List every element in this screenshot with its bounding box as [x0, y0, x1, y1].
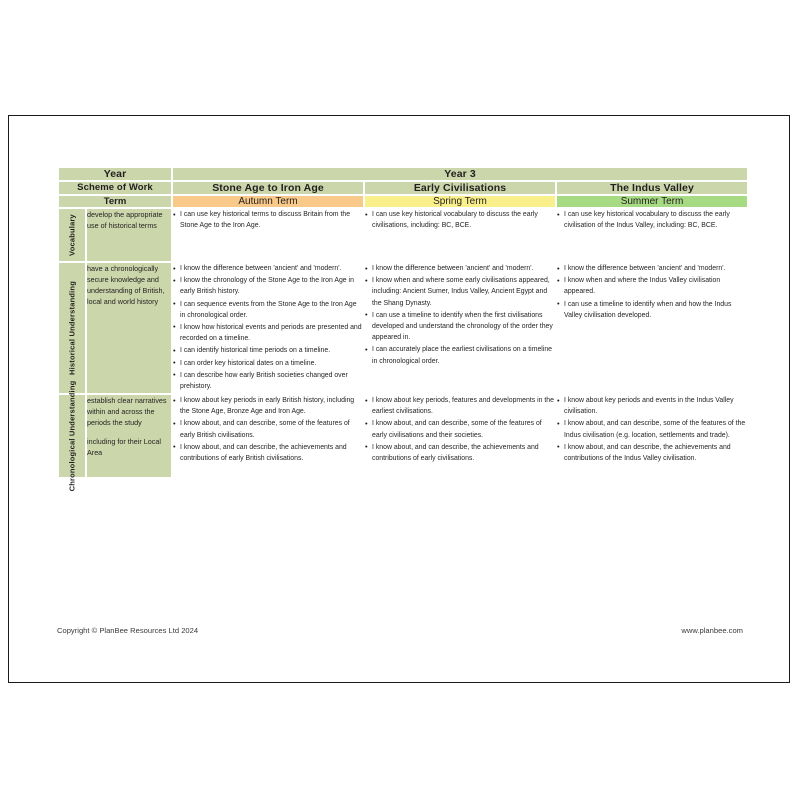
table-row-vocabulary: [59, 209, 747, 261]
objectives-list: [365, 395, 555, 464]
objectives-list: [173, 209, 363, 231]
objectives-cell-chronological-autumn: [173, 395, 363, 477]
table-row-term: [59, 196, 747, 207]
strand-rotated-label-chronological-understanding: [59, 380, 85, 492]
strand-rotated-label-vocabulary: [59, 209, 85, 261]
header-term-label: Term: [59, 196, 171, 207]
objectives-list: [557, 395, 747, 464]
strand-rotated-label-historical-understanding: [59, 263, 85, 393]
unit-title-summer: The Indus Valley: [557, 182, 747, 194]
objective-item: • I know when and where some early civilisations appeared, including: Ancient Sumer, Indus Valley, Ancient Egypt and the Shang Dynasty.: [365, 275, 555, 309]
strand-description-line: including for their Local Area: [87, 436, 161, 457]
objectives-cell-vocabulary-spring: [365, 209, 555, 261]
objective-item: • I can describe how early British societies changed over prehistory.: [173, 370, 363, 392]
objective-item: • I know about, and can describe, the achievements and contributions of the Indus Valley civilisation.: [557, 442, 747, 464]
objective-item: • I know about, and can describe, some of the features of early British civilisations.: [173, 418, 363, 440]
table-row-historical-understanding: [59, 263, 747, 393]
table-row-scheme-of-work: [59, 182, 747, 194]
header-year-label: Year: [59, 168, 171, 180]
table-row-year: [59, 168, 747, 180]
objective-item: • I know about, and can describe, some of the features of early civilisations and their societies.: [365, 418, 555, 440]
curriculum-table: [57, 166, 749, 492]
strand-rotated-text: Vocabulary: [67, 214, 77, 256]
strand-rotated-text: Chronological Understanding: [67, 380, 77, 492]
term-badge-summer: Summer Term: [557, 196, 747, 207]
term-badge-autumn: Autumn Term: [173, 196, 363, 207]
objective-item: • I know about key periods and events in the Indus Valley civilisation.: [557, 395, 747, 417]
objectives-cell-chronological-spring: [365, 395, 555, 477]
objectives-list: [365, 263, 555, 367]
objective-item: • I can order key historical dates on a timeline.: [173, 358, 363, 369]
objective-item: • I know the difference between 'ancient' and 'modern'.: [557, 263, 747, 274]
objective-item: • I can use key historical vocabulary to discuss the early civilisations, including: BC, BCE.: [365, 209, 555, 231]
objectives-list: [173, 263, 363, 392]
strand-description-line: have a chronologically secure knowledge and understanding of British, local and world history: [87, 264, 165, 307]
objective-item: • I know when and where the Indus Valley civilisation appeared.: [557, 275, 747, 297]
strand-description-line: establish clear narratives within and across the periods the study: [87, 396, 167, 428]
strand-description-vocabulary: [87, 209, 171, 261]
strand-description-chronological-understanding: [87, 395, 171, 477]
page-footer: [57, 626, 743, 635]
objectives-cell-chronological-summer: [557, 395, 747, 477]
objectives-cell-vocabulary-summer: [557, 209, 747, 261]
copyright-text: Copyright © PlanBee Resources Ltd 2024: [57, 626, 199, 635]
unit-title-autumn: Stone Age to Iron Age: [173, 182, 363, 194]
header-year-value: Year 3: [173, 168, 747, 180]
strand-description-historical-understanding: [87, 263, 171, 393]
objective-item: • I know about, and can describe, the achievements and contributions of early British civilisations.: [173, 442, 363, 464]
objectives-cell-historical-spring: [365, 263, 555, 393]
objective-item: • I know the chronology of the Stone Age to the Iron Age in early British history.: [173, 275, 363, 297]
objectives-cell-vocabulary-autumn: [173, 209, 363, 261]
objectives-list: [557, 209, 747, 231]
objective-item: • I know the difference between 'ancient' and 'modern'.: [173, 263, 363, 274]
objective-item: • I can sequence events from the Stone Age to the Iron Age in chronological order.: [173, 299, 363, 321]
objective-item: • I can use a timeline to identify when and how the Indus Valley civilisation developed.: [557, 299, 747, 321]
objectives-list: [365, 209, 555, 231]
objective-item: • I know the difference between 'ancient' and 'modern'.: [365, 263, 555, 274]
objective-item: • I can identify historical time periods on a timeline.: [173, 345, 363, 356]
objectives-list: [173, 395, 363, 464]
strand-description-line: develop the appropriate use of historical terms: [87, 210, 163, 231]
term-badge-spring: Spring Term: [365, 196, 555, 207]
strand-rotated-text: Historical Understanding: [67, 281, 77, 376]
objective-item: • I know about key periods, features and developments in the earliest civilisations.: [365, 395, 555, 417]
header-scheme-of-work-label: Scheme of Work: [59, 182, 171, 194]
objective-item: • I can use a timeline to identify when the first civilisations developed and understand the chronology of the order they appeared in.: [365, 310, 555, 344]
objective-item: • I know about key periods in early British history, including the Stone Age, Bronze Age and Iron Age.: [173, 395, 363, 417]
document-page: [8, 115, 790, 683]
objective-item: • I know about, and can describe, some of the features of the Indus civilisation (e.g. location, settlements and trade).: [557, 418, 747, 440]
objectives-list: [557, 263, 747, 321]
objective-item: • I know how historical events and periods are presented and recorded on a timeline.: [173, 322, 363, 344]
table-row-chronological-understanding: [59, 395, 747, 477]
unit-title-spring: Early Civilisations: [365, 182, 555, 194]
objective-item: • I can use key historical terms to discuss Britain from the Stone Age to the Iron Age.: [173, 209, 363, 231]
objective-item: • I can use key historical vocabulary to discuss the early civilisation of the Indus Valley, including: BC, BCE.: [557, 209, 747, 231]
objective-item: • I know about, and can describe, the achievements and contributions of early civilisations.: [365, 442, 555, 464]
objective-item: • I can accurately place the earliest civilisations on a timeline in chronological order.: [365, 344, 555, 366]
objectives-cell-historical-summer: [557, 263, 747, 393]
objectives-cell-historical-autumn: [173, 263, 363, 393]
website-link[interactable]: www.planbee.com: [681, 626, 743, 635]
